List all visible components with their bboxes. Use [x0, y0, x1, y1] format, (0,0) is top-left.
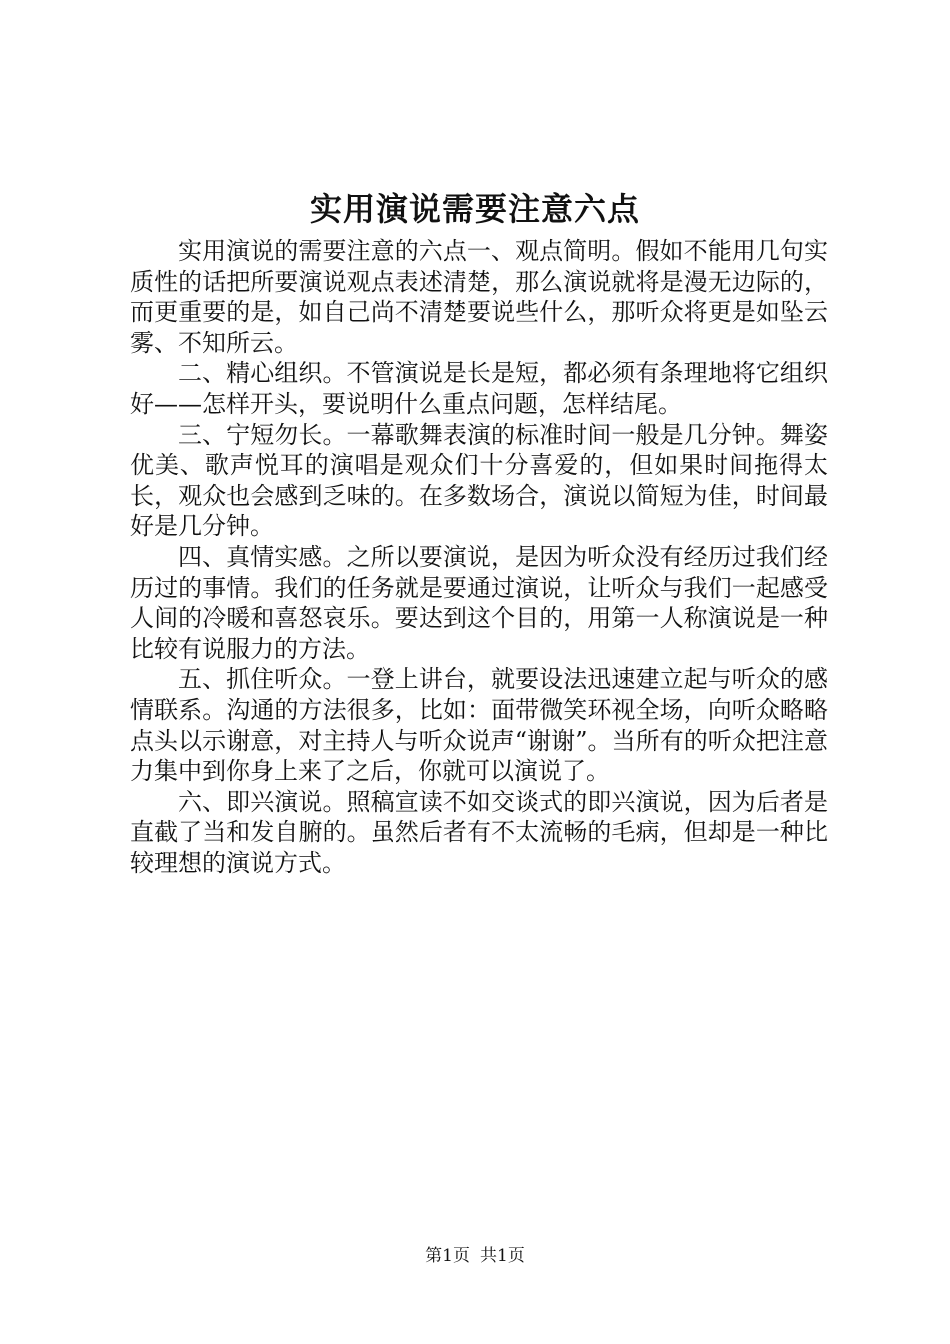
document-body — [130, 236, 828, 878]
paragraph-point-6: 六、即兴演说。照稿宣读不如交谈式的即兴演说，因为后者是直截了当和发自腑的。虽然后者有不太流畅的毛病，但却是一种比较理想的演说方式。 — [130, 787, 828, 877]
page-footer — [0, 1244, 950, 1268]
paragraph-point-2: 二、精心组织。不管演说是长是短，都必须有条理地将它组织好——怎样开头，要说明什么重点问题，怎样结尾。 — [130, 359, 828, 418]
paragraph-point-4: 四、真情实感。之所以要演说，是因为听众没有经历过我们经历过的事情。我们的任务就是要通过演说，让听众与我们一起感受人间的冷暖和喜怒哀乐。要达到这个目的，用第一人称演说是一种比较有说服力的方法。 — [130, 542, 828, 663]
page-number-current: 第1页 — [425, 1246, 470, 1266]
document-title: 实用演说需要注意六点 — [309, 190, 640, 228]
page-number-total: 共1页 — [480, 1246, 525, 1266]
paragraph-point-5: 五、抓住听众。一登上讲台，就要设法迅速建立起与听众的感情联系。沟通的方法很多，比如：面带微笑环视全场，向听众略略点头以示谢意，对主持人与听众说声“谢谢”。当所有的听众把注意力集中到你身上来了之后，你就可以演说了。 — [130, 665, 828, 786]
paragraph-intro-point-1: 实用演说的需要注意的六点一、观点简明。假如不能用几句实质性的话把所要演说观点表述清楚，那么演说就将是漫无边际的，而更重要的是，如自己尚不清楚要说些什么，那听众将更是如坠云雾、不知所云。 — [130, 237, 828, 357]
paragraph-point-3: 三、宁短勿长。一幕歌舞表演的标准时间一般是几分钟。舞姿优美、歌声悦耳的演唱是观众们十分喜爱的，但如果时间拖得太长，观众也会感到乏味的。在多数场合，演说以简短为佳，时间最好是几分钟。 — [130, 420, 828, 541]
